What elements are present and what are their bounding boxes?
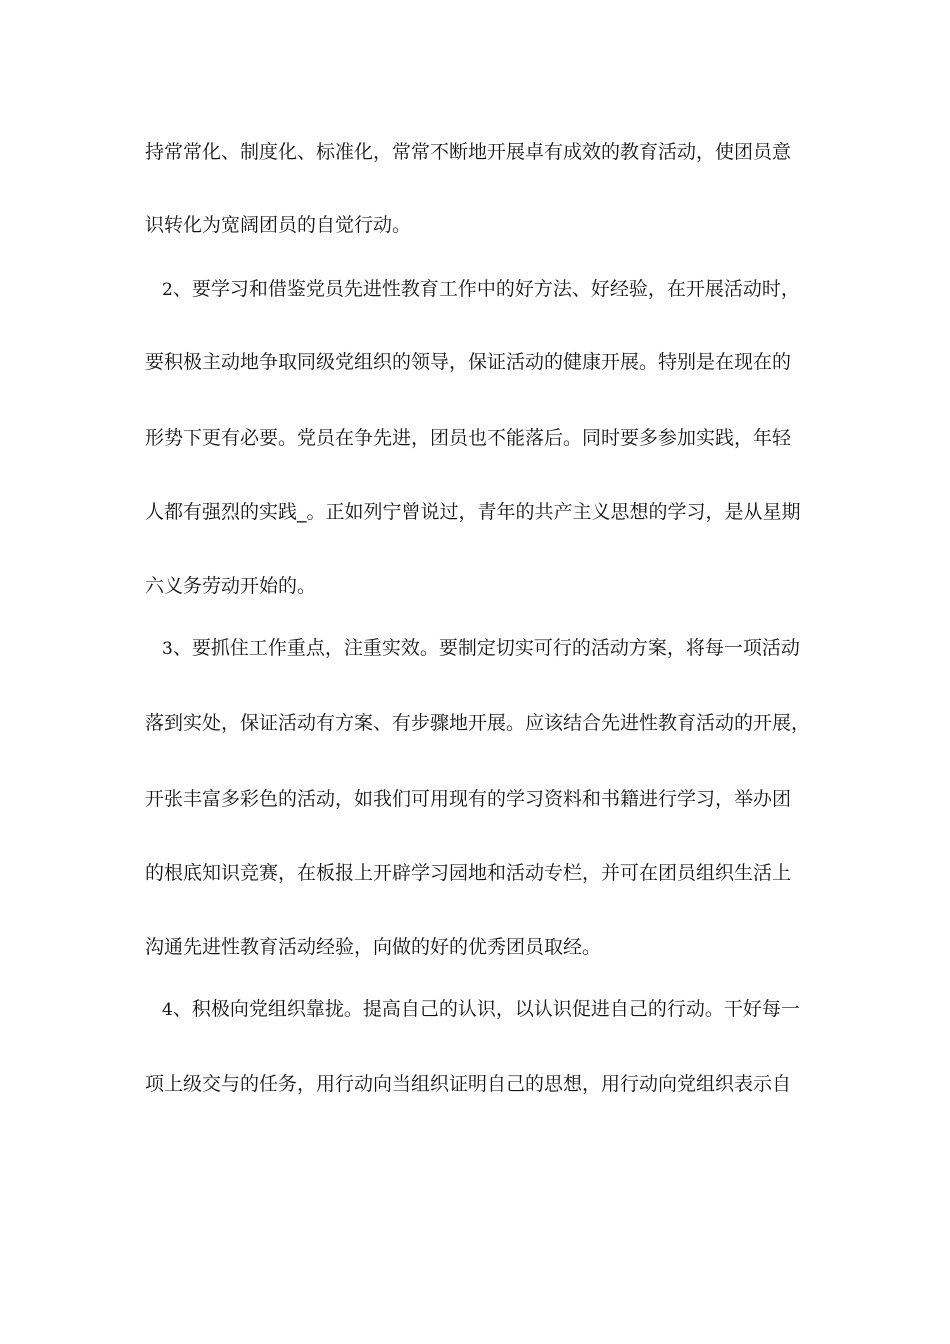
list-number: 4 bbox=[162, 1000, 173, 1020]
line-text: 落到实处，保证活动有方案、有步骤地开展。应该结合先进性教育活动的开展， bbox=[145, 712, 811, 734]
line-text: 识转化为宽阔团员的自觉行动。 bbox=[145, 214, 412, 236]
text-line bbox=[145, 574, 825, 598]
text-line bbox=[145, 350, 825, 374]
line-text: 、要抓住工作重点，注重实效。要制定切实可行的活动方案，将每一项活动 bbox=[172, 637, 800, 659]
text-line bbox=[145, 861, 825, 885]
line-text: 六义务劳动开始的。 bbox=[145, 575, 317, 597]
text-line bbox=[145, 426, 825, 450]
text-line bbox=[145, 140, 825, 164]
text-line bbox=[145, 787, 825, 811]
line-text: 持常常化、制度化、标准化，常常不断地开展卓有成效的教育活动，使团员意 bbox=[145, 141, 792, 163]
line-text: 要积极主动地争取同级党组织的领导，保证活动的健康开展。特别是在现在的 bbox=[145, 351, 792, 373]
line-text: 人都有强烈的实践_。正如列宁曾说过，青年的共产主义思想的学习，是从星期 bbox=[145, 501, 801, 523]
text-line bbox=[145, 1072, 825, 1096]
text-line bbox=[145, 500, 825, 524]
line-text: 的根底知识竞赛，在板报上开辟学习园地和活动专栏，并可在团员组织生活上 bbox=[145, 862, 792, 884]
list-item-line bbox=[162, 636, 842, 661]
line-text: 沟通先进性教育活动经验，向做的好的优秀团员取经。 bbox=[145, 936, 602, 958]
list-item-line bbox=[162, 997, 842, 1022]
list-item-line bbox=[162, 277, 842, 302]
line-text: 形势下更有必要。党员在争先进，团员也不能落后。同时要多参加实践，年轻 bbox=[145, 427, 792, 449]
list-number: 2 bbox=[162, 280, 173, 300]
text-line bbox=[145, 711, 825, 735]
list-number: 3 bbox=[162, 639, 173, 659]
line-text: 开张丰富多彩色的活动，如我们可用现有的学习资料和书籍进行学习，举办团 bbox=[145, 788, 792, 810]
line-text: 、积极向党组织靠拢。提高自己的认识，以认识促进自己的行动。干好每一 bbox=[172, 998, 800, 1020]
line-text: 、要学习和借鉴党员先进性教育工作中的好方法、好经验，在开展活动时， bbox=[172, 278, 800, 300]
text-line bbox=[145, 213, 825, 237]
line-text: 项上级交与的任务，用行动向当组织证明自己的思想，用行动向党组织表示自 bbox=[145, 1073, 792, 1095]
text-line bbox=[145, 935, 825, 959]
